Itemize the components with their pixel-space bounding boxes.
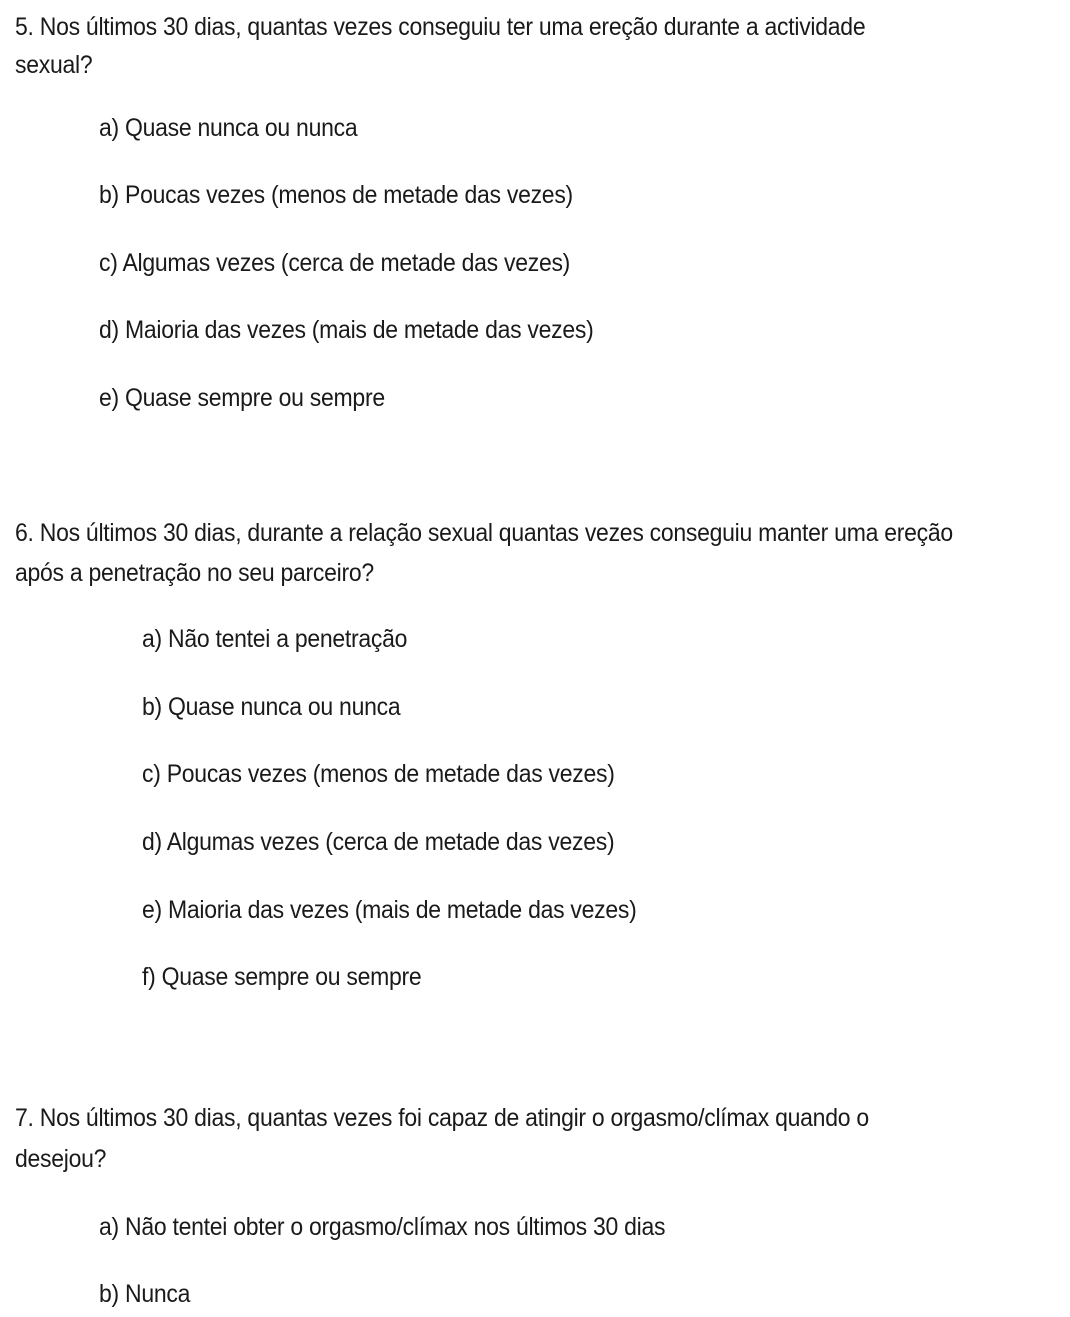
- question-5-option-d: d) Maioria das vezes (mais de metade das vezes): [99, 316, 594, 344]
- question-6-text-line-2: após a penetração no seu parceiro?: [15, 559, 374, 587]
- question-6-option-a: a) Não tentei a penetração: [142, 625, 408, 653]
- question-5-option-c: c) Algumas vezes (cerca de metade das vezes): [99, 249, 571, 277]
- question-6-option-d: d) Algumas vezes (cerca de metade das vezes): [142, 828, 615, 856]
- question-7-text-line-1: 7. Nos últimos 30 dias, quantas vezes foi capaz de atingir o orgasmo/clímax quando o: [15, 1104, 869, 1132]
- question-6-option-e: e) Maioria das vezes (mais de metade das vezes): [142, 896, 637, 924]
- question-5-text-line-1: 5. Nos últimos 30 dias, quantas vezes conseguiu ter uma ereção durante a actividade: [15, 13, 866, 41]
- question-5-option-e: e) Quase sempre ou sempre: [99, 384, 385, 412]
- question-5-text-line-2: sexual?: [15, 51, 93, 79]
- question-6-option-f: f) Quase sempre ou sempre: [142, 963, 422, 991]
- question-6-text-line-1: 6. Nos últimos 30 dias, durante a relação sexual quantas vezes conseguiu manter uma ereção: [15, 519, 953, 547]
- question-7-option-a: a) Não tentei obter o orgasmo/clímax nos últimos 30 dias: [99, 1213, 666, 1241]
- question-7-option-b: b) Nunca: [99, 1280, 191, 1308]
- question-6-option-b: b) Quase nunca ou nunca: [142, 693, 401, 721]
- question-5-option-a: a) Quase nunca ou nunca: [99, 114, 358, 142]
- question-7-text-line-2: desejou?: [15, 1145, 107, 1173]
- question-6-option-c: c) Poucas vezes (menos de metade das vezes): [142, 760, 615, 788]
- question-5-option-b: b) Poucas vezes (menos de metade das vezes): [99, 181, 573, 209]
